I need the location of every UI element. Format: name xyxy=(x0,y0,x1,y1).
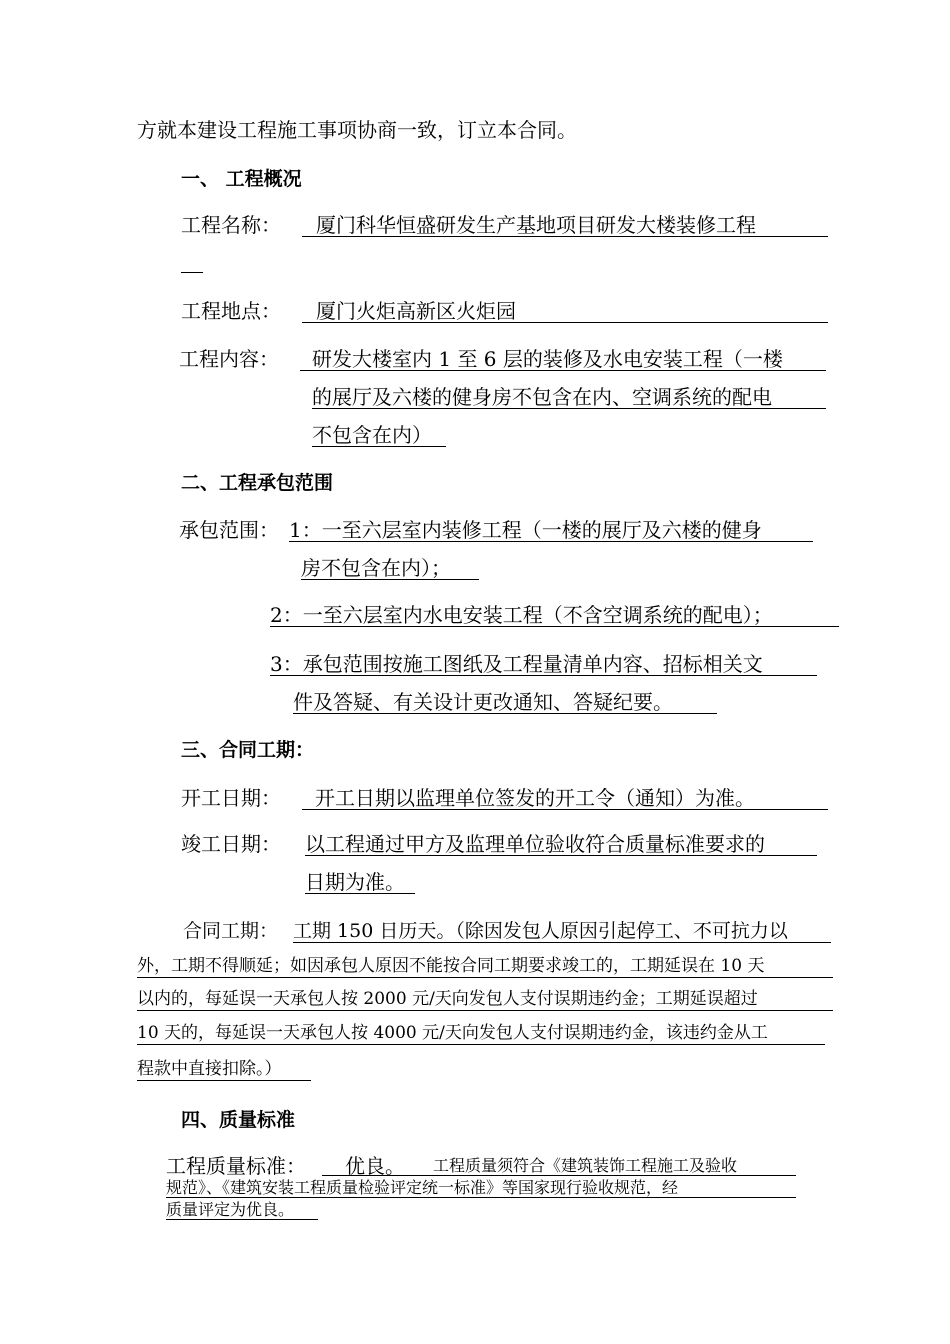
duration-label: 合同工期： xyxy=(183,920,279,942)
scope-item-2-underline xyxy=(270,626,839,627)
project-name-label: 工程名称： xyxy=(181,213,281,237)
scope-item-3-line-2: 件及答疑、有关设计更改通知、答疑纪要。 xyxy=(293,690,673,714)
start-date-label: 开工日期： xyxy=(181,786,281,810)
project-content-underline-3 xyxy=(312,446,446,447)
project-content-underline-2 xyxy=(312,408,826,409)
section-1-heading: 一、 工程概况 xyxy=(181,168,302,190)
project-content-line-1: 研发大楼室内 1 至 6 层的装修及水电安装工程（一楼 xyxy=(312,347,783,371)
quality-underline-2 xyxy=(166,1197,796,1198)
scope-item-2: 2：一至六层室内水电安装工程（不含空调系统的配电）； xyxy=(270,603,773,627)
scope-item-1-underline-1 xyxy=(289,541,813,542)
scope-item-1-underline-2 xyxy=(301,579,479,580)
duration-line-1: 工期 150 日历天。（除因发包人原因引起停工、不可抗力以 xyxy=(293,920,788,942)
project-content-label: 工程内容： xyxy=(179,347,279,371)
start-date-value: 开工日期以监理单位签发的开工令（通知）为准。 xyxy=(315,786,755,810)
project-name-underline-continued xyxy=(181,272,203,273)
duration-underline-3 xyxy=(137,1010,833,1011)
project-content-line-3: 不包含在内） xyxy=(312,423,432,447)
duration-line-5: 程款中直接扣除。） xyxy=(137,1059,282,1079)
project-name-value: 厦门科华恒盛研发生产基地项目研发大楼装修工程 xyxy=(316,213,756,237)
quality-label: 工程质量标准： xyxy=(166,1154,306,1178)
duration-line-3: 以内的，每延误一天承包人按 2000 元/天向发包人支付误期违约金；工期延误超过 xyxy=(137,989,758,1009)
scope-item-3-underline-2 xyxy=(293,713,717,714)
project-location-value: 厦门火炬高新区火炬园 xyxy=(316,299,516,323)
duration-underline-4 xyxy=(137,1044,825,1045)
duration-underline-1 xyxy=(293,942,831,943)
completion-date-underline-1 xyxy=(305,855,817,856)
scope-item-1-line-1: 1：一至六层室内装修工程（一楼的展厅及六楼的健身 xyxy=(289,518,762,542)
scope-item-1-line-2: 房不包含在内）； xyxy=(301,556,451,580)
project-content-underline-1 xyxy=(300,370,826,371)
quality-underline-3 xyxy=(166,1219,318,1220)
quality-line-1: 工程质量须符合《建筑装饰工程施工及验收 xyxy=(433,1156,738,1175)
duration-underline-2 xyxy=(137,977,833,978)
section-4-heading: 四、质量标准 xyxy=(181,1109,296,1131)
duration-underline-5 xyxy=(137,1080,311,1081)
start-date-underline xyxy=(302,809,828,810)
scope-label: 承包范围： xyxy=(179,518,279,542)
project-location-label: 工程地点： xyxy=(181,299,281,323)
completion-date-line-1: 以工程通过甲方及监理单位验收符合质量标准要求的 xyxy=(305,832,765,856)
duration-line-2: 外，工期不得顺延；如因承包人原因不能按合同工期要求竣工的，工期延误在 10 天 xyxy=(137,956,765,976)
completion-date-label: 竣工日期： xyxy=(181,832,281,856)
quality-line-3: 质量评定为优良。 xyxy=(166,1200,295,1219)
project-location-underline xyxy=(302,322,828,323)
intro-line: 方就本建设工程施工事项协商一致，订立本合同。 xyxy=(137,118,577,142)
quality-grade: 优良。 xyxy=(345,1154,405,1178)
scope-item-3-underline-1 xyxy=(270,675,817,676)
scope-item-3-line-1: 3：承包范围按施工图纸及工程量清单内容、招标相关文 xyxy=(270,652,763,676)
duration-line-4: 10 天的，每延误一天承包人按 4000 元/天向发包人支付误期违约金，该违约金从工 xyxy=(137,1023,768,1043)
project-name-underline xyxy=(302,236,828,237)
quality-underline-1 xyxy=(322,1175,796,1176)
section-3-heading: 三、合同工期： xyxy=(181,739,315,761)
project-content-line-2: 的展厅及六楼的健身房不包含在内、空调系统的配电 xyxy=(312,385,772,409)
quality-line-2: 规范》、《建筑安装工程质量检验评定统一标准》等国家现行验收规范，经 xyxy=(166,1178,679,1197)
completion-date-underline-2 xyxy=(305,893,415,894)
completion-date-line-2: 日期为准。 xyxy=(305,870,405,894)
section-2-heading: 二、工程承包范围 xyxy=(181,472,334,494)
